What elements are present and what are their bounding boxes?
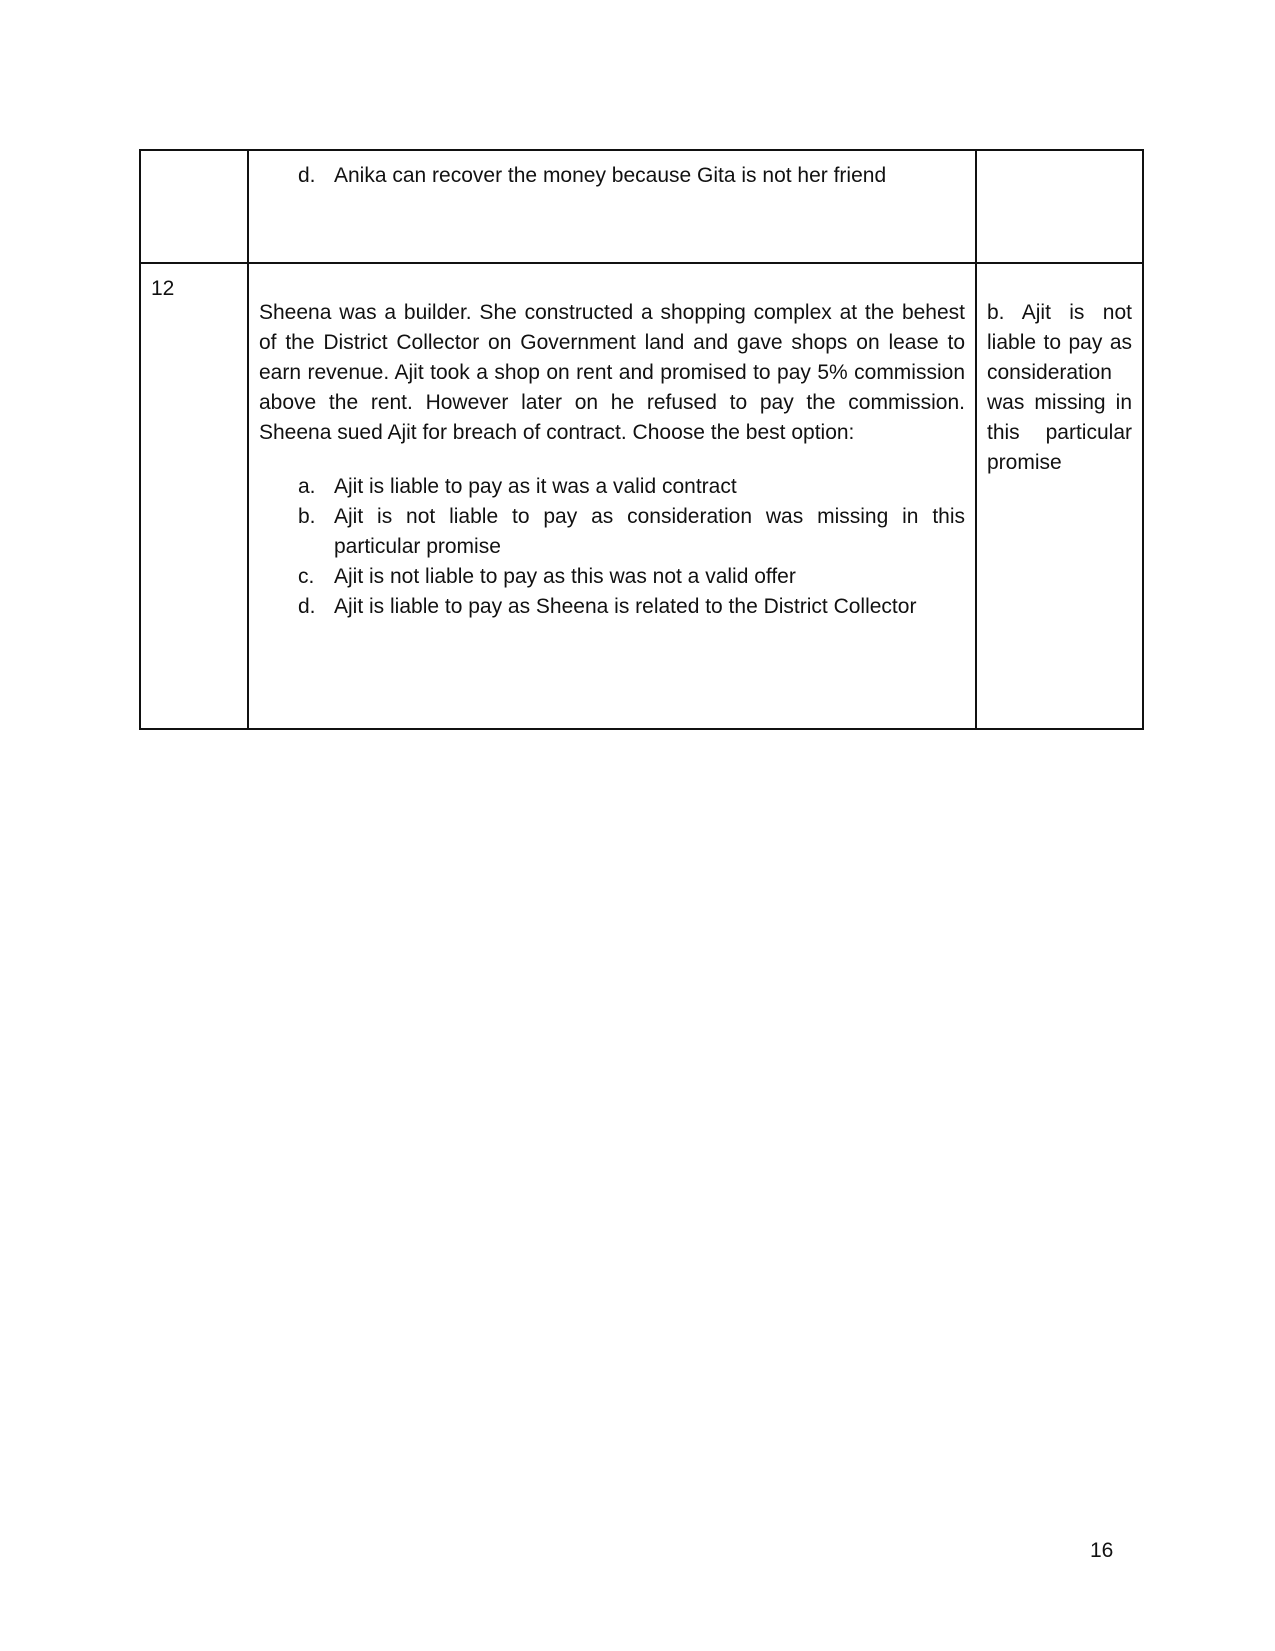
question-cell [248, 263, 976, 729]
table-row [140, 150, 1143, 263]
table-row [140, 263, 1143, 729]
option-item [298, 502, 965, 562]
option-item [298, 562, 965, 592]
option-letter: b. [298, 505, 316, 528]
option-letter: a. [298, 475, 316, 498]
option-text: Ajit is liable to pay as Sheena is related to the District Collector [334, 595, 917, 618]
option-letter: d. [298, 595, 316, 618]
option-item [298, 161, 965, 191]
option-letter: c. [298, 565, 315, 588]
question-text: Sheena was a builder. She constructed a shopping complex at the behest of the District Collector on Government land and gave shops on lease to earn revenue. Ajit took a shop on rent and promised to pay 5% commission above the rent. However later on he refused to pay the commission. Sheena sued Ajit for breach of contract. Choose the best option: [259, 301, 965, 444]
question-number-cell: 12 [140, 263, 248, 729]
answer-cell [976, 150, 1143, 263]
question-answer-table [139, 149, 1144, 730]
option-text: Anika can recover the money because Gita is not her friend [334, 164, 887, 187]
answer-cell: b. Ajit is not liable to pay as consideration was missing in this particular promise [976, 263, 1143, 729]
option-item [298, 472, 965, 502]
option-item [298, 592, 965, 622]
options-list [259, 161, 965, 191]
option-text: Ajit is not liable to pay as consideration was missing in this particular promise [334, 505, 965, 558]
page-number: 16 [1090, 1539, 1114, 1562]
question-cell [248, 150, 976, 263]
option-text: Ajit is not liable to pay as this was not a valid offer [334, 565, 796, 588]
option-letter: d. [298, 164, 316, 187]
question-number-cell [140, 150, 248, 263]
option-text: Ajit is liable to pay as it was a valid contract [334, 475, 737, 498]
options-list [259, 472, 965, 622]
